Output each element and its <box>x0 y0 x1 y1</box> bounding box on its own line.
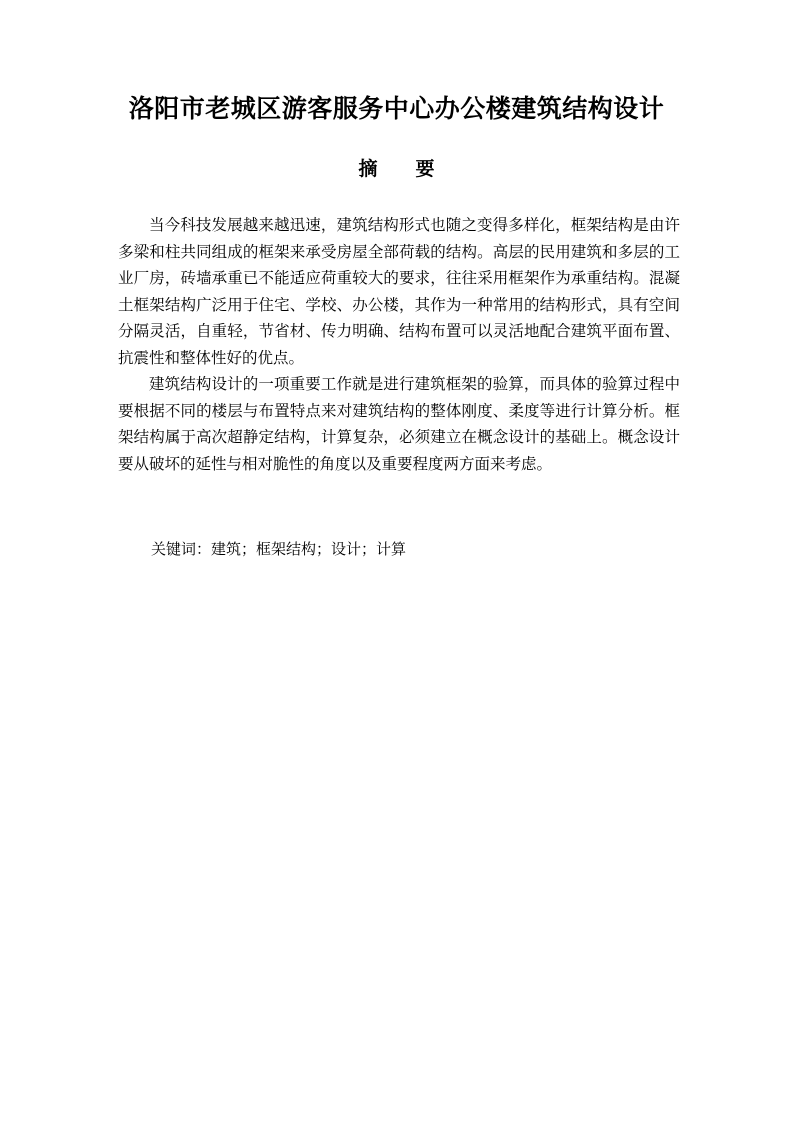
document-title: 洛阳市老城区游客服务中心办公楼建筑结构设计 <box>128 94 665 123</box>
abstract-body <box>118 212 680 477</box>
abstract-heading-right: 要 <box>415 158 435 180</box>
abstract-heading-left: 摘 <box>358 158 378 180</box>
abstract-paragraph-2: 建筑结构设计的一项重要工作就是进行建筑框架的验算，而具体的验算过程中要根据不同的楼层与布置特点来对建筑结构的整体刚度、柔度等进行计算分析。框架结构属于高次超静定结构，计算复杂，必须建立在概念设计的基础上。概念设计要从破坏的延性与相对脆性的角度以及重要程度两方面来考虑。 <box>118 375 680 473</box>
keywords-line: 关键词：建筑；框架结构；设计；计算 <box>151 540 407 558</box>
abstract-paragraph-1: 当今科技发展越来越迅速，建筑结构形式也随之变得多样化，框架结构是由许多梁和柱共同组成的框架来承受房屋全部荷载的结构。高层的民用建筑和多层的工业厂房，砖墙承重已不能适应荷重较大的要求，往往采用框架作为承重结构。混凝土框架结构广泛用于住宅、学校、办公楼，其作为一种常用的结构形式，具有空间分隔灵活，自重轻，节省材、传力明确、结构布置可以灵活地配合建筑平面布置、抗震性和整体性好的优点。 <box>118 216 680 367</box>
abstract-heading <box>0 153 793 185</box>
